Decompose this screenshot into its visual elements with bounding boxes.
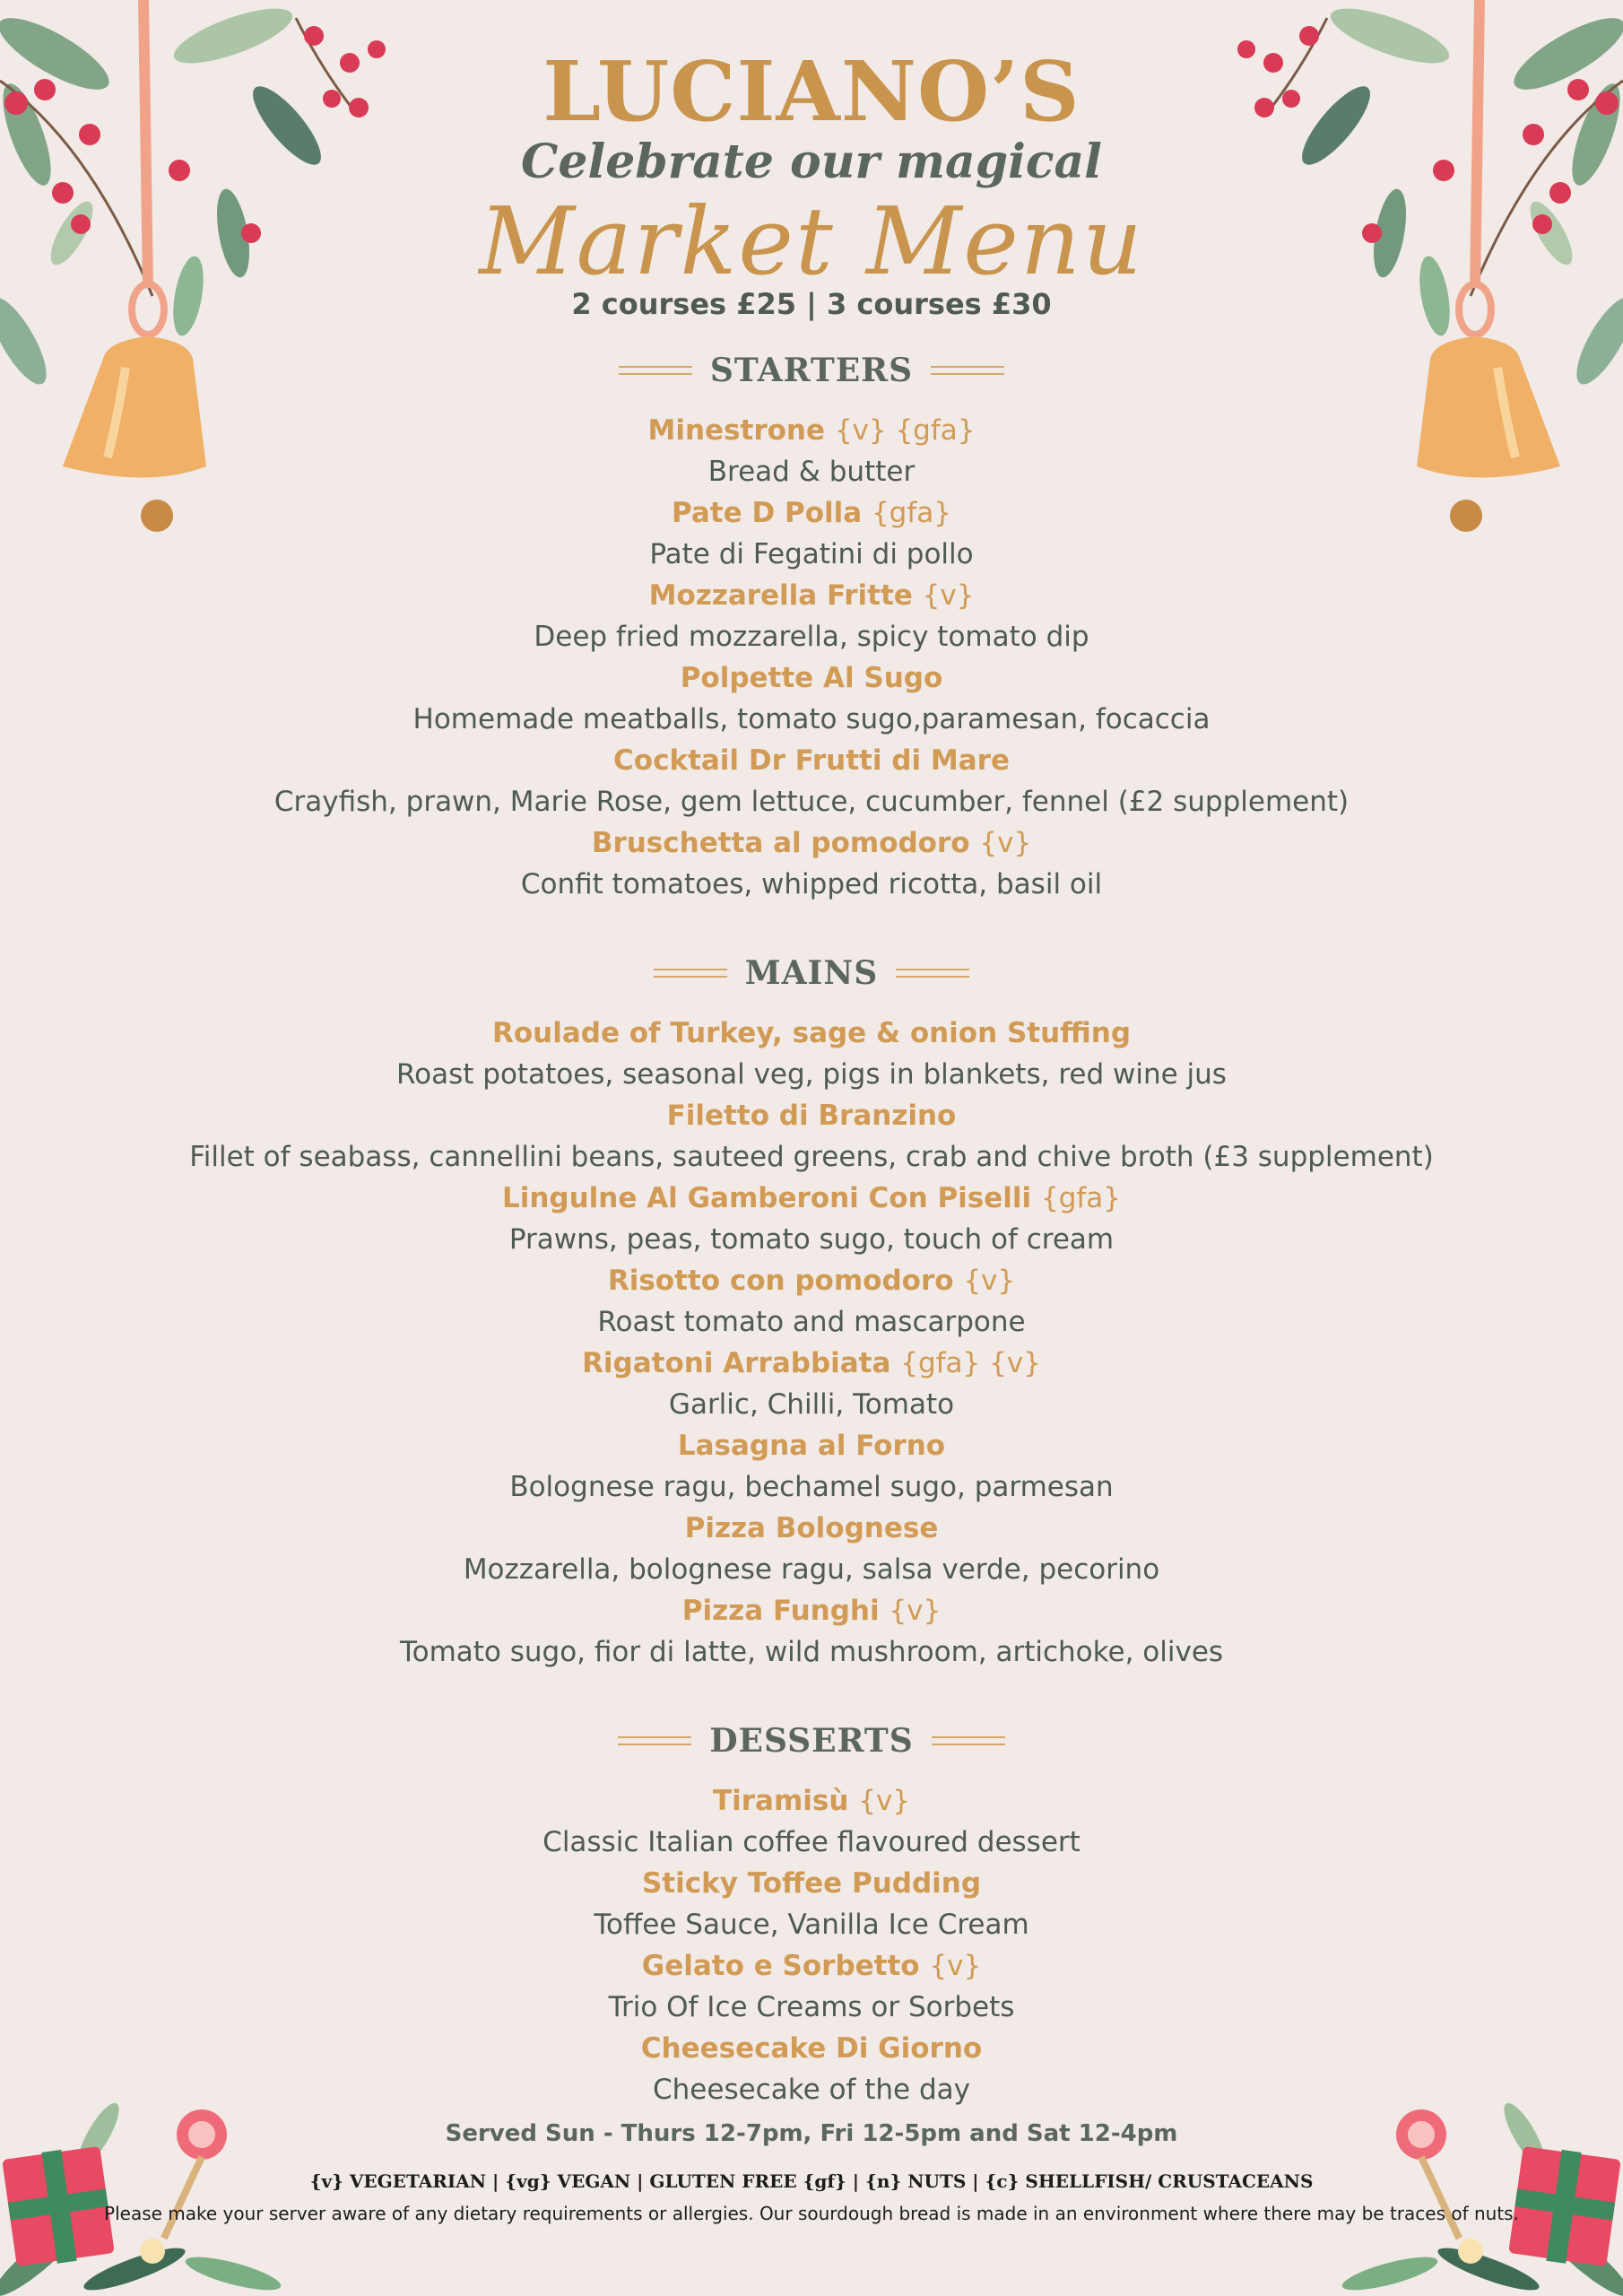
heading-rule-right bbox=[932, 1736, 1005, 1745]
menu-item-description: Crayfish, prawn, Marie Rose, gem lettuce, cucumber, fennel (£2 supplement) bbox=[273, 786, 1350, 818]
menu-item-description: Roast potatoes, seasonal veg, pigs in blankets, red wine jus bbox=[396, 1058, 1227, 1091]
desserts-title: DESSERTS bbox=[709, 1722, 914, 1760]
dish-name: Lingulne Al Gamberoni Con Piselli bbox=[501, 1182, 1032, 1214]
dish-name: Roulade of Turkey, sage & onion Stuffing bbox=[491, 1017, 1132, 1049]
menu-item-name bbox=[0, 1780, 1623, 1822]
menu-item-name bbox=[0, 1945, 1623, 1987]
dish-name: Cheesecake Di Giorno bbox=[640, 2032, 983, 2065]
menu-item-name bbox=[0, 1425, 1623, 1466]
dietary-tags: {gfa} bbox=[871, 497, 951, 529]
menu-item-name bbox=[0, 2028, 1623, 2069]
menu-item-name bbox=[0, 657, 1623, 699]
heading-rule-left bbox=[654, 969, 727, 978]
menu-item-description: Bolognese ragu, bechamel sugo, parmesan bbox=[509, 1471, 1114, 1503]
menu-item-name bbox=[0, 410, 1623, 451]
dietary-tags: {gfa} {v} bbox=[900, 1347, 1041, 1379]
dietary-tags: {v} bbox=[929, 1950, 982, 1982]
menu-item-name bbox=[0, 740, 1623, 781]
dish-name: Pate D Polla bbox=[672, 497, 863, 529]
menu-item-description: Bread & butter bbox=[707, 456, 916, 488]
heading-rule-right bbox=[896, 969, 969, 978]
serving-hours: Served Sun - Thurs 12-7pm, Fri 12-5pm and Sat 12-4pm bbox=[445, 2120, 1178, 2147]
restaurant-name: LUCIANO’S bbox=[542, 43, 1081, 140]
menu-item-name bbox=[0, 492, 1623, 534]
menu-item-name bbox=[0, 1343, 1623, 1384]
course-pricing: 2 courses £25 | 3 courses £30 bbox=[571, 287, 1052, 321]
menu-item-description: Homemade meatballs, tomato sugo,paramesan, focaccia bbox=[412, 703, 1211, 735]
menu-item-name bbox=[0, 1013, 1623, 1054]
dish-name: Minestrone bbox=[647, 414, 826, 447]
mains-list bbox=[0, 1013, 1623, 1673]
desserts-list bbox=[0, 1780, 1623, 2110]
menu-item-name bbox=[0, 1095, 1623, 1136]
menu-item-name bbox=[0, 575, 1623, 616]
dietary-key: {v} VEGETARIAN | {vg} VEGAN | GLUTEN FREE {gf} | {n} NUTS | {c} SHELLFISH/ CRUSTACEANS bbox=[309, 2170, 1314, 2192]
menu-item-description: Confit tomatoes, whipped ricotta, basil oil bbox=[520, 868, 1103, 900]
dietary-tags: {v} bbox=[979, 827, 1032, 859]
heading-rule-left bbox=[618, 1736, 691, 1745]
dietary-tags: {v} bbox=[963, 1265, 1016, 1297]
menu-item-description: Mozzarella, bolognese ragu, salsa verde, pecorino bbox=[463, 1553, 1160, 1586]
heading-rule-right bbox=[931, 366, 1004, 375]
dish-name: Mozzarella Fritte bbox=[648, 579, 913, 612]
menu-item-description: Tomato sugo, fior di latte, wild mushroom, artichoke, olives bbox=[399, 1636, 1224, 1668]
desserts-heading bbox=[0, 1722, 1623, 1760]
dietary-tags: {gfa} bbox=[1040, 1182, 1122, 1214]
menu-item-description: Garlic, Chilli, Tomato bbox=[668, 1388, 955, 1421]
starters-list bbox=[0, 410, 1623, 905]
menu-title: Market Menu bbox=[479, 187, 1144, 296]
menu-item-name bbox=[0, 1508, 1623, 1549]
dish-name: Pizza Bolognese bbox=[684, 1512, 939, 1544]
mains-title: MAINS bbox=[744, 954, 879, 992]
dish-name: Gelato e Sorbetto bbox=[641, 1950, 920, 1982]
dish-name: Pizza Funghi bbox=[681, 1595, 880, 1627]
starters-heading bbox=[0, 352, 1623, 389]
menu-item-description: Fillet of seabass, cannellini beans, sauteed greens, crab and chive broth (£3 supplement) bbox=[189, 1141, 1434, 1173]
dish-name: Cocktail Dr Frutti di Mare bbox=[613, 744, 1010, 777]
dietary-tags: {v} bbox=[889, 1595, 942, 1627]
dish-name: Tiramisù bbox=[712, 1785, 849, 1817]
starters-title: STARTERS bbox=[709, 352, 914, 389]
dietary-tags: {v} {gfa} bbox=[834, 414, 976, 447]
menu-item-name bbox=[0, 1260, 1623, 1301]
mains-heading bbox=[0, 954, 1623, 992]
menu-item-description: Trio Of Ice Creams or Sorbets bbox=[608, 1991, 1015, 2023]
allergy-note: Please make your server aware of any dietary requirements or allergies. Our sourdough bread is made in an environment where there may be traces of nuts. bbox=[104, 2203, 1519, 2224]
dish-name: Filetto di Branzino bbox=[666, 1100, 957, 1132]
dietary-tags: {v} bbox=[858, 1785, 911, 1817]
dish-name: Sticky Toffee Pudding bbox=[641, 1867, 982, 1900]
dish-name: Lasagna al Forno bbox=[677, 1430, 946, 1462]
menu-item-description: Roast tomato and mascarpone bbox=[597, 1306, 1026, 1338]
menu-item-name bbox=[0, 1863, 1623, 1904]
menu-item-description: Classic Italian coffee flavoured dessert bbox=[542, 1826, 1081, 1858]
menu-item-description: Prawns, peas, tomato sugo, touch of cream bbox=[508, 1223, 1115, 1256]
dish-name: Bruschetta al pomodoro bbox=[591, 827, 970, 859]
dish-name: Rigatoni Arrabbiata bbox=[582, 1347, 891, 1379]
menu-item-description: Toffee Sauce, Vanilla Ice Cream bbox=[594, 1909, 1029, 1941]
dietary-tags: {v} bbox=[922, 579, 975, 612]
heading-rule-left bbox=[619, 366, 692, 375]
menu-item-name bbox=[0, 1178, 1623, 1219]
menu-tagline: Celebrate our magical bbox=[521, 135, 1102, 189]
menu-item-description: Deep fried mozzarella, spicy tomato dip bbox=[534, 621, 1089, 653]
menu-item-name bbox=[0, 1590, 1623, 1631]
menu-item-name bbox=[0, 822, 1623, 864]
menu-item-description: Pate di Fegatini di pollo bbox=[649, 538, 974, 570]
dish-name: Polpette Al Sugo bbox=[680, 662, 943, 694]
dish-name: Risotto con pomodoro bbox=[607, 1265, 954, 1297]
menu-item-description: Cheesecake of the day bbox=[653, 2074, 970, 2106]
